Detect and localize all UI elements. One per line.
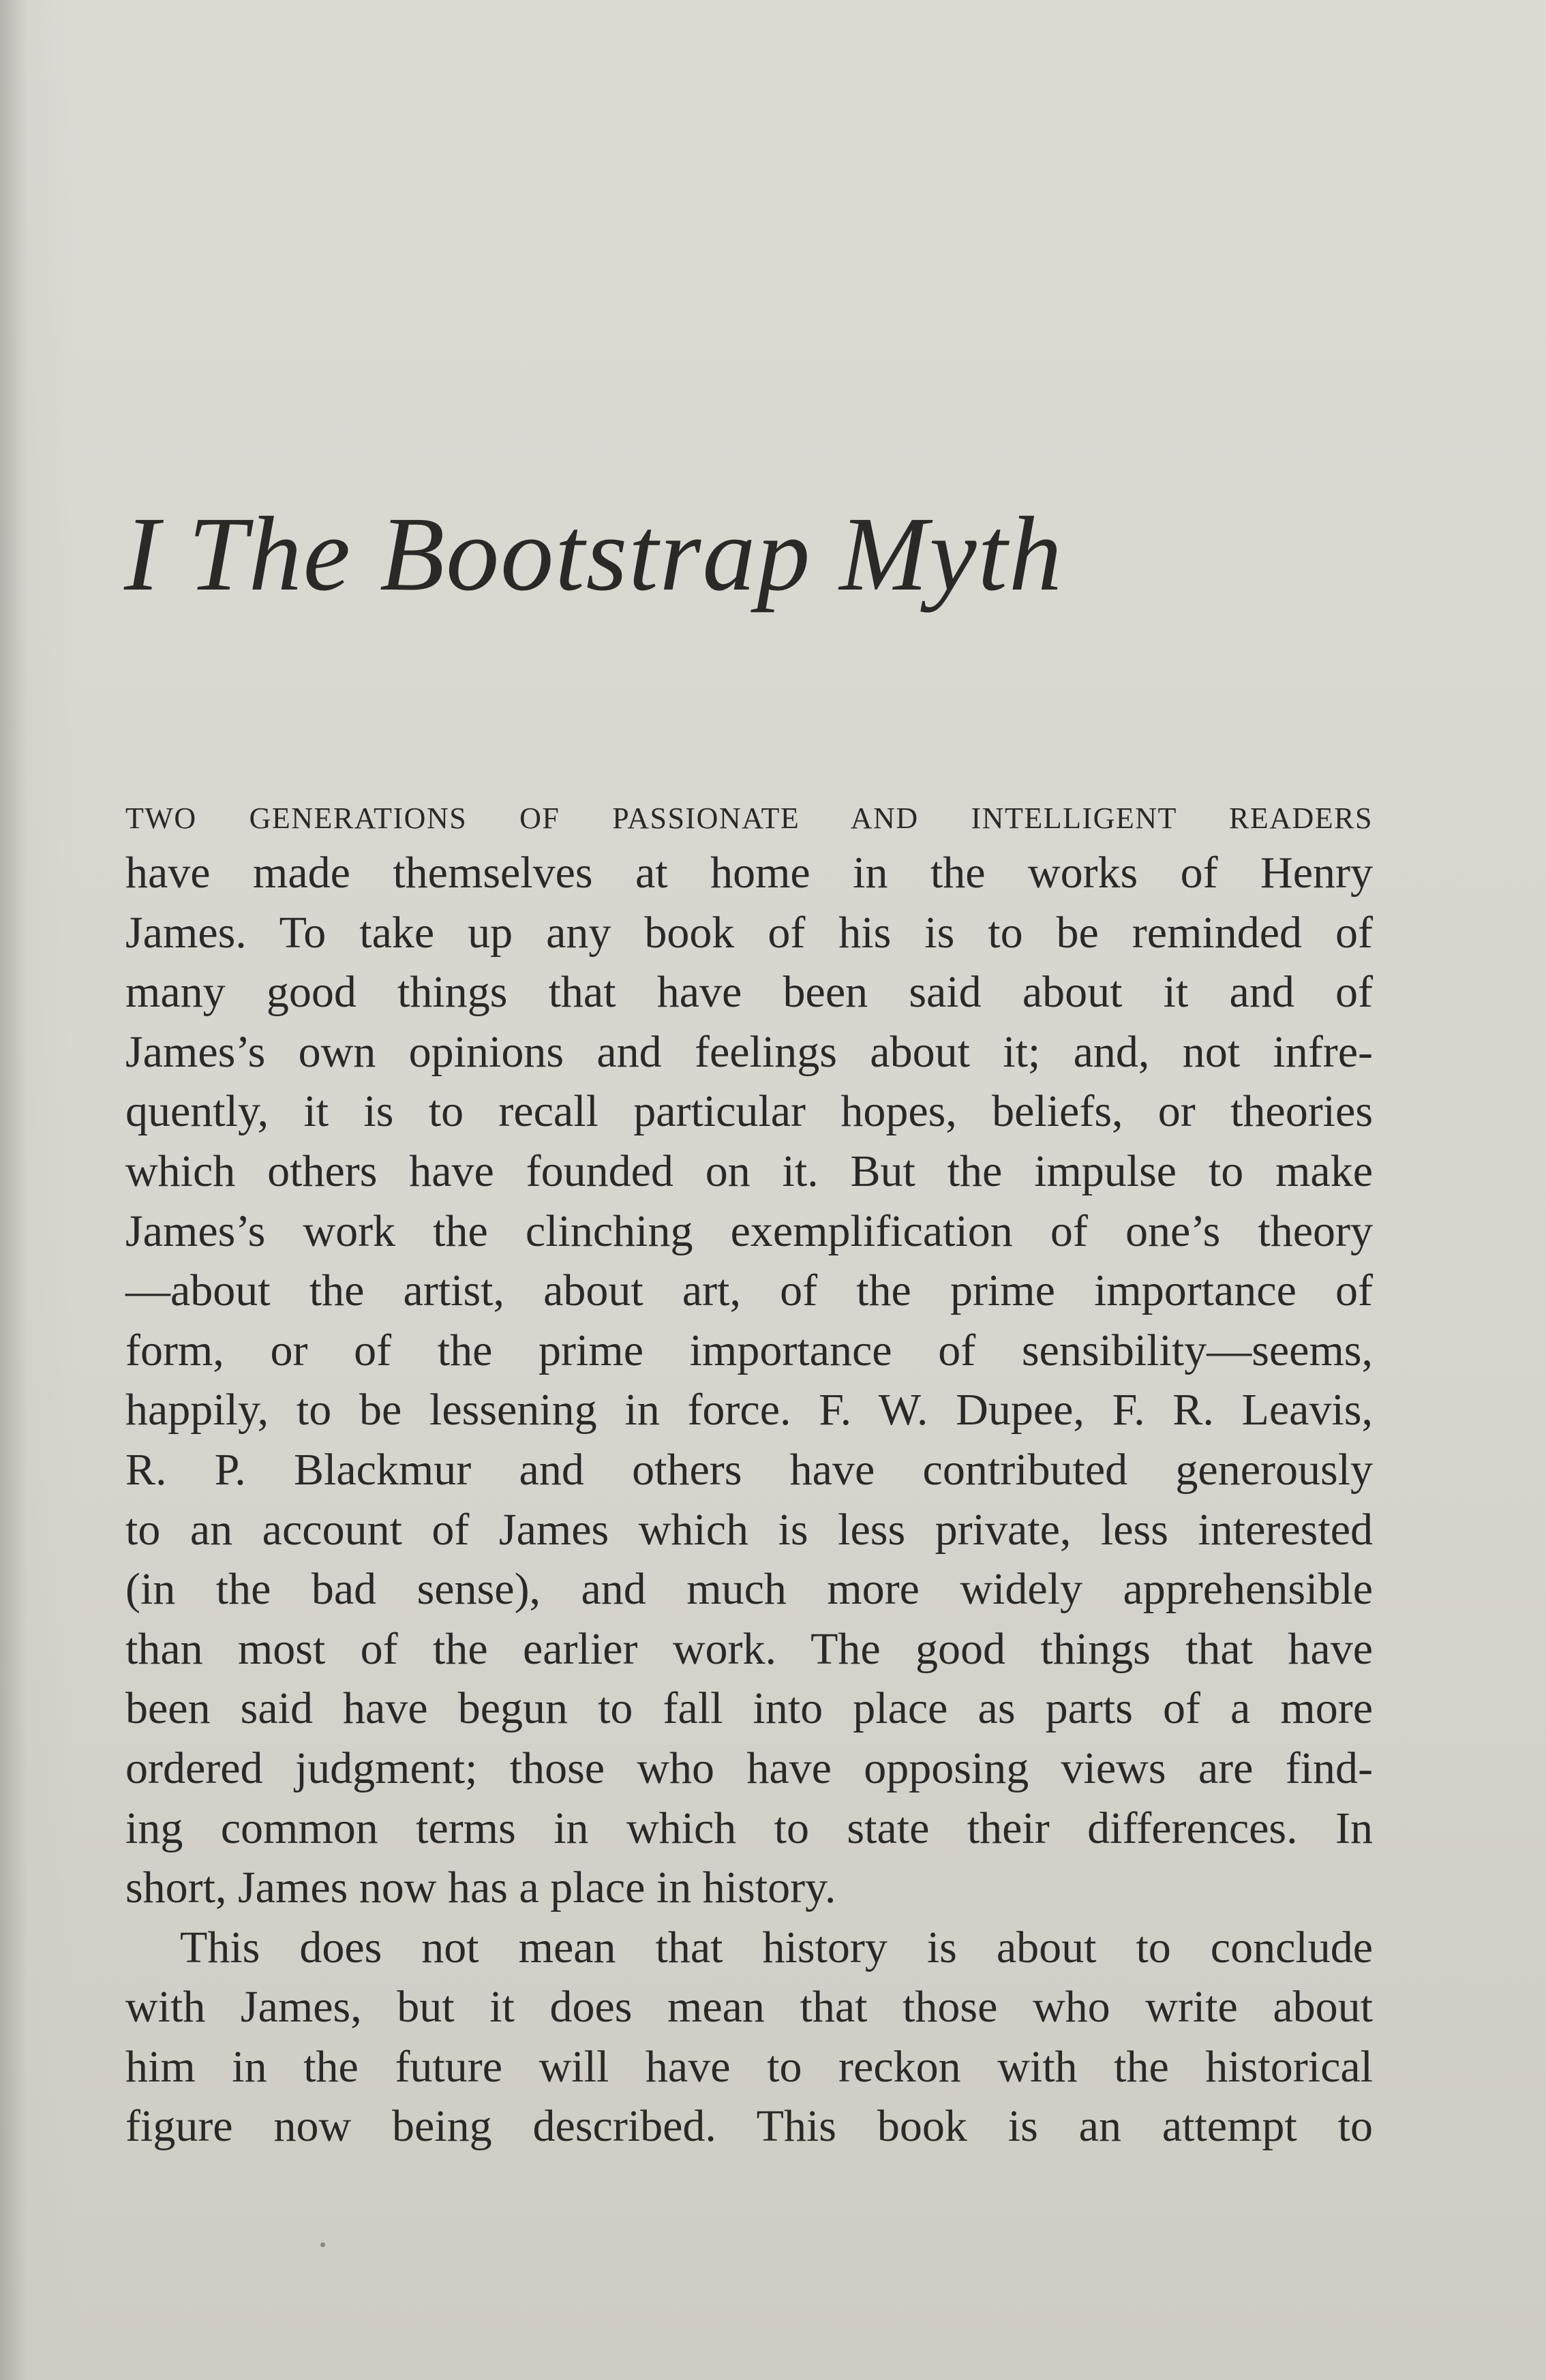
text-line: (in the bad sense), and much more widely apprehensible	[125, 1564, 1373, 1615]
paper-speck	[320, 2242, 325, 2247]
chapter-number: I	[124, 495, 161, 613]
text-line: short, James now has a place in history.	[125, 1863, 836, 1913]
text-line: have made themselves at home in the works of Henry	[125, 848, 1373, 898]
text-line: with James, but it does mean that those who write about	[125, 1982, 1373, 2032]
text-line: James’s work the clinching exemplification of one’s theory	[125, 1206, 1373, 1256]
text-line: been said have begun to fall into place as parts of a more	[125, 1683, 1373, 1734]
chapter-heading	[124, 495, 1419, 613]
text-line: This does not mean that history is about to conclude	[180, 1922, 1373, 1972]
text-line: James. To take up any book of his is to be reminded of	[125, 907, 1373, 958]
text-line: quently, it is to recall particular hopes, beliefs, or theories	[125, 1086, 1373, 1137]
text-line: TWO GENERATIONS OF PASSIONATE AND INTELLIGENT READERS	[125, 802, 1373, 835]
text-line: —about the artist, about art, of the prime importance of	[125, 1266, 1373, 1316]
text-line: happily, to be lessening in force. F. W. Dupee, F. R. Leavis,	[125, 1385, 1373, 1435]
text-line: R. P. Blackmur and others have contributed generously	[125, 1444, 1373, 1495]
paragraph-2	[125, 1918, 1373, 2156]
text-line: ing common terms in which to state their differences. In	[125, 1803, 1373, 1853]
text-line: many good things that have been said about it and of	[125, 967, 1373, 1018]
text-line: ordered judgment; those who have opposing views are find-	[125, 1743, 1373, 1793]
body-text	[125, 794, 1373, 2156]
text-line: than most of the earlier work. The good things that have	[125, 1623, 1373, 1674]
text-line: to an account of James which is less private, less interested	[125, 1504, 1373, 1555]
text-line: him in the future will have to reckon with the historical	[125, 2041, 1373, 2092]
paragraph-1	[125, 794, 1373, 1918]
chapter-title: The Bootstrap Myth	[187, 495, 1063, 613]
text-line: James’s own opinions and feelings about it; and, not infre-	[125, 1026, 1373, 1077]
text-line: which others have founded on it. But the impulse to make	[125, 1146, 1373, 1196]
text-line: figure now being described. This book is an attempt to	[125, 2101, 1373, 2152]
text-line: form, or of the prime importance of sensibility—seems,	[125, 1325, 1373, 1375]
